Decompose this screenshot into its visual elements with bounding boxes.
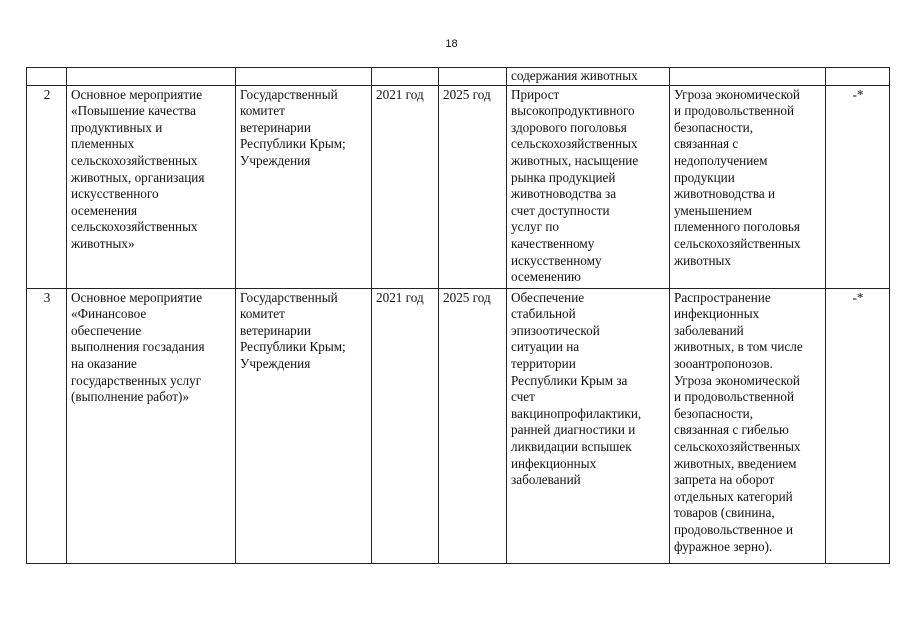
cell-start-year: 2021 год (372, 85, 439, 288)
cell-consequence (670, 68, 826, 86)
cell-end-year: 2025 год (439, 85, 507, 288)
cell-link: -* (826, 288, 890, 563)
cell-expected-result: содержания животных (507, 68, 670, 86)
cell-consequence: Распространение инфекционных заболеваний животных, в том числе зооантропонозов. Угроза экономической и продовольственной безопасности, связанная с гибелью сельскохозяйственных животных, введением запрета на оборот отдельных категорий товаров (свинина, продовольственное и фуражное зерно). (670, 288, 826, 563)
cell-event: Основное мероприятие «Повышение качества продуктивных и племенных сельскохозяйственных животных, организация искусственного осеменения сельскохозяйственных животных» (67, 85, 236, 288)
program-events-table (26, 67, 890, 564)
cell-executor: Государственный комитет ветеринарии Республики Крым; Учреждения (236, 288, 372, 563)
cell-number: 2 (27, 85, 67, 288)
cell-end-year (439, 68, 507, 86)
cell-link (826, 68, 890, 86)
cell-link: -* (826, 85, 890, 288)
cell-end-year: 2025 год (439, 288, 507, 563)
cell-event: Основное мероприятие «Финансовое обеспечение выполнения госзадания на оказание государственных услуг (выполнение работ)» (67, 288, 236, 563)
cell-event (67, 68, 236, 86)
cell-number: 3 (27, 288, 67, 563)
table-row (27, 85, 890, 288)
cell-expected-result: Обеспечение стабильной эпизоотической ситуации на территории Республики Крым за счет вакцинопрофилактики, ранней диагностики и ликвидации вспышек инфекционных заболеваний (507, 288, 670, 563)
cell-executor (236, 68, 372, 86)
table-row (27, 288, 890, 563)
cell-expected-result: Прирост высокопродуктивного здорового поголовья сельскохозяйственных животных, насыщение рынка продукцией животноводства за счет доступности услуг по качественному искусственному осеменению (507, 85, 670, 288)
page-number: 18 (445, 38, 458, 50)
table-row-continuation (27, 68, 890, 86)
cell-executor: Государственный комитет ветеринарии Республики Крым; Учреждения (236, 85, 372, 288)
cell-number (27, 68, 67, 86)
cell-start-year (372, 68, 439, 86)
cell-consequence: Угроза экономической и продовольственной безопасности, связанная с недополучением продукции животноводства и уменьшением племенного поголовья сельскохозяйственных животных (670, 85, 826, 288)
cell-start-year: 2021 год (372, 288, 439, 563)
